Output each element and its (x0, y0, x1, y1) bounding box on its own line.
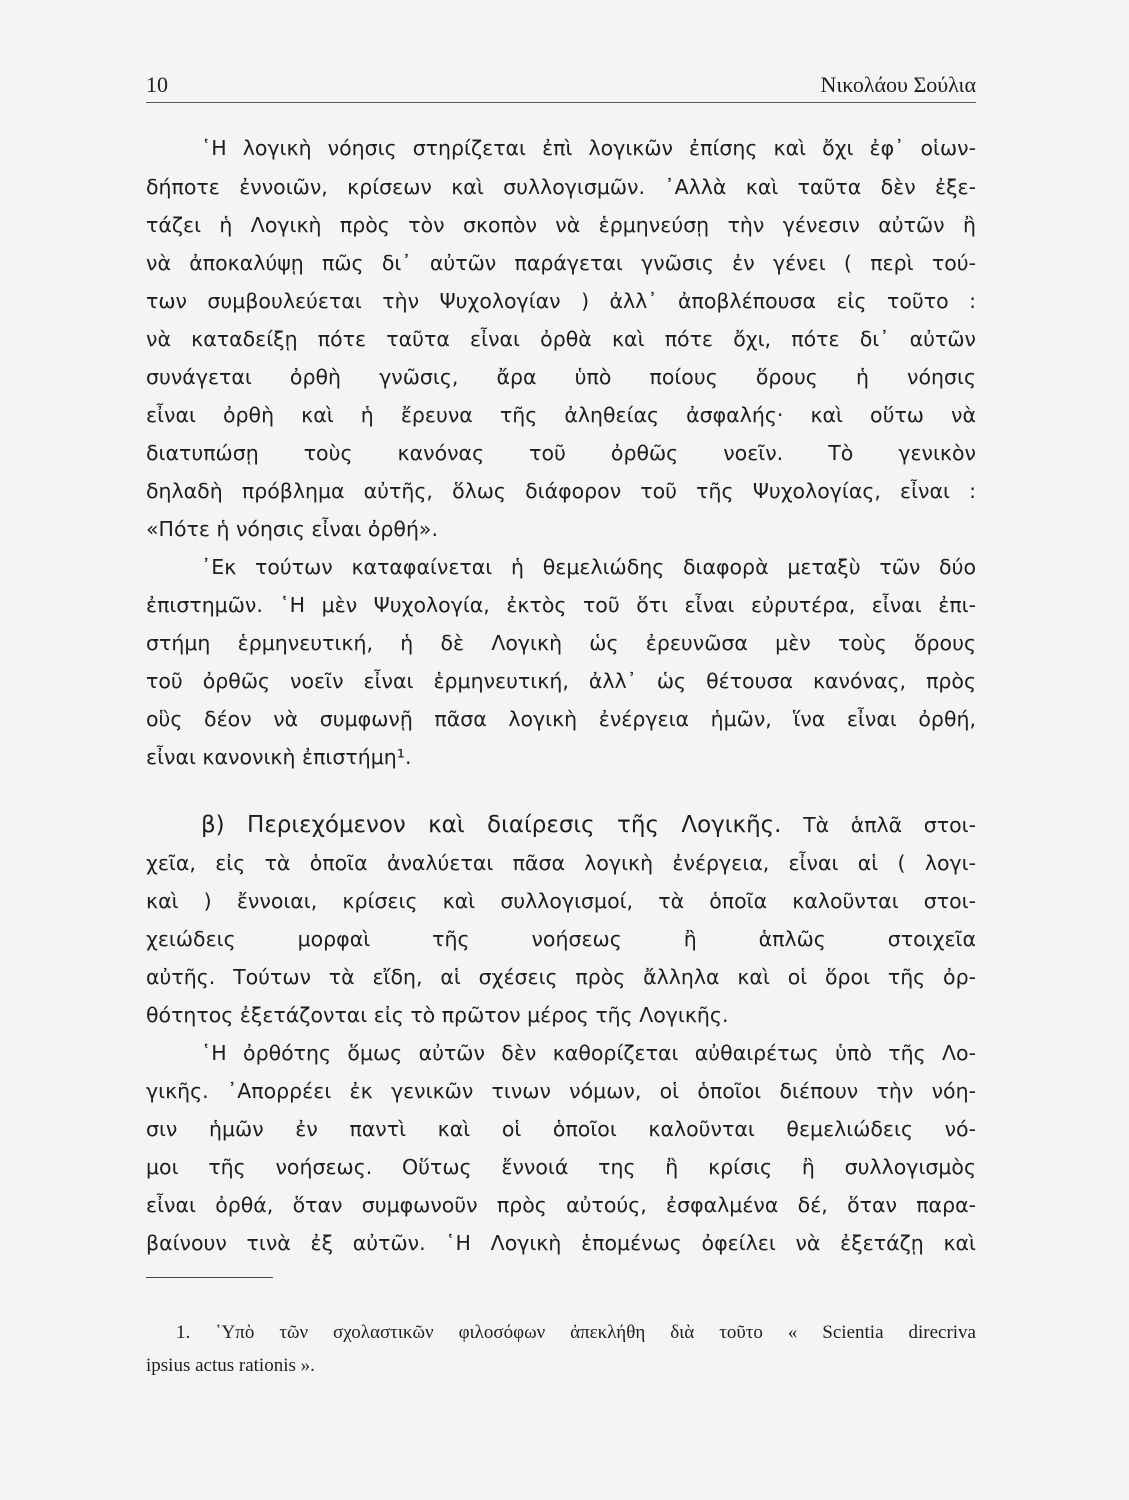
footnote-line: ipsius actus rationis ». (146, 1355, 315, 1376)
text-line: των συμβουλεύεται τὴν Ψυχολογίαν ) ἀλλ᾽ ἀποβλέπουσα εἰς τοῦτο : (146, 289, 976, 313)
text-line: «Πότε ἡ νόησις εἶναι ὀρθή». (146, 517, 438, 541)
text-run: Τὰ ἁπλᾶ στοι- (803, 813, 976, 837)
text-line: τάζει ἡ Λογικὴ πρὸς τὸν σκοπὸν νὰ ἑρμηνεύσῃ τὴν γένεσιν αὐτῶν ἢ (146, 213, 976, 237)
footnote-divider (146, 1277, 273, 1278)
text-line: σιν ἡμῶν ἐν παντὶ καὶ οἱ ὁποῖοι καλοῦνται θεμελιώδεις νό- (146, 1117, 976, 1141)
text-line: διατυπώσῃ τοὺς κανόνας τοῦ ὀρθῶς νοεῖν. Τὸ γενικὸν (146, 441, 976, 465)
text-line: εἶναι κανονικὴ ἐπιστήμη¹. (146, 745, 412, 769)
text-line: δήποτε ἐννοιῶν, κρίσεων καὶ συλλογισμῶν. ᾽Αλλὰ καὶ ταῦτα δὲν ἐξε- (146, 175, 976, 199)
text-line: καὶ ) ἔννοιαι, κρίσεις καὶ συλλογισμοί, τὰ ὁποῖα καλοῦνται στοι- (146, 889, 976, 913)
text-line: εἶναι ὀρθὴ καὶ ἡ ἔρευνα τῆς ἀληθείας ἀσφαλής· καὶ οὕτω νὰ (146, 403, 976, 427)
text-line: βαίνουν τινὰ ἐξ αὐτῶν. ῾Η Λογικὴ ἑπομένως ὀφείλει νὰ ἐξετάζῃ καὶ (146, 1231, 976, 1255)
text-line: ῾Η λογικὴ νόησις στηρίζεται ἐπὶ λογικῶν ἐπίσης καὶ ὄχι ἐφ᾽ οἱων- (201, 136, 976, 160)
section-heading-line (201, 810, 976, 840)
text-line: χειώδεις μορφαὶ τῆς νοήσεως ἢ ἁπλῶς στοιχεῖα (146, 927, 976, 951)
page-number: 10 (146, 72, 168, 97)
footnote-line: 1. ῾Υπὸ τῶν σχολαστικῶν φιλοσόφων ἀπεκλήθη διὰ τοῦτο « Scientia direcriva (176, 1322, 976, 1343)
running-head: Νικολάου Σούλια (820, 72, 976, 97)
text-line: ᾽Εκ τούτων καταφαίνεται ἡ θεμελιώδης διαφορὰ μεταξὺ τῶν δύο (201, 555, 976, 579)
text-line: νὰ ἀποκαλύψῃ πῶς δι᾽ αὐτῶν παράγεται γνῶσις ἐν γένει ( περὶ τού- (146, 251, 976, 275)
text-line: δηλαδὴ πρόβλημα αὐτῆς, ὅλως διάφορον τοῦ τῆς Ψυχολογίας, εἶναι : (146, 479, 976, 503)
page-header (146, 68, 976, 103)
text-line: ῾Η ὀρθότης ὅμως αὐτῶν δὲν καθορίζεται αὐθαιρέτως ὑπὸ τῆς Λο- (201, 1041, 976, 1065)
text-line: χεῖα, εἰς τὰ ὁποῖα ἀναλύεται πᾶσα λογικὴ ἐνέργεια, εἶναι αἱ ( λογι- (146, 851, 976, 875)
text-line: στήμη ἑρμηνευτική, ἡ δὲ Λογικὴ ὡς ἐρευνῶσα μὲν τοὺς ὅρους (146, 631, 976, 655)
text-line: ἐπιστημῶν. ῾Η μὲν Ψυχολογία, ἐκτὸς τοῦ ὅτι εἶναι εὐρυτέρα, εἶναι ἐπι- (146, 593, 976, 617)
text-line: τοῦ ὀρθῶς νοεῖν εἶναι ἑρμηνευτική, ἀλλ᾽ ὡς θέτουσα κανόνας, πρὸς (146, 669, 976, 693)
text-line: αὐτῆς. Τούτων τὰ εἴδη, αἱ σχέσεις πρὸς ἄλληλα καὶ οἱ ὅροι τῆς ὀρ- (146, 965, 976, 989)
text-line: θότητος ἐξετάζονται εἰς τὸ πρῶτον μέρος τῆς Λογικῆς. (146, 1003, 729, 1027)
text-line: γικῆς. ᾽Απορρέει ἐκ γενικῶν τινων νόμων, οἱ ὁποῖοι διέπουν τὴν νόη- (146, 1079, 976, 1103)
text-line: εἶναι ὀρθά, ὅταν συμφωνοῦν πρὸς αὐτούς, ἐσφαλμένα δέ, ὅταν παρα- (146, 1193, 976, 1217)
text-line: οὓς δέον νὰ συμφωνῇ πᾶσα λογικὴ ἐνέργεια ἡμῶν, ἵνα εἶναι ὀρθή, (146, 707, 976, 731)
section-heading: β) Περιεχόμενον καὶ διαίρεσις τῆς Λογικῆς. (201, 812, 782, 838)
text-line: νὰ καταδείξῃ πότε ταῦτα εἶναι ὀρθὰ καὶ πότε ὄχι, πότε δι᾽ αὐτῶν (146, 327, 976, 351)
text-line: μοι τῆς νοήσεως. Οὕτως ἔννοιά της ἢ κρίσις ἢ συλλογισμὸς (146, 1155, 976, 1179)
text-line: συνάγεται ὀρθὴ γνῶσις, ἄρα ὑπὸ ποίους ὅρους ἡ νόησις (146, 365, 976, 389)
